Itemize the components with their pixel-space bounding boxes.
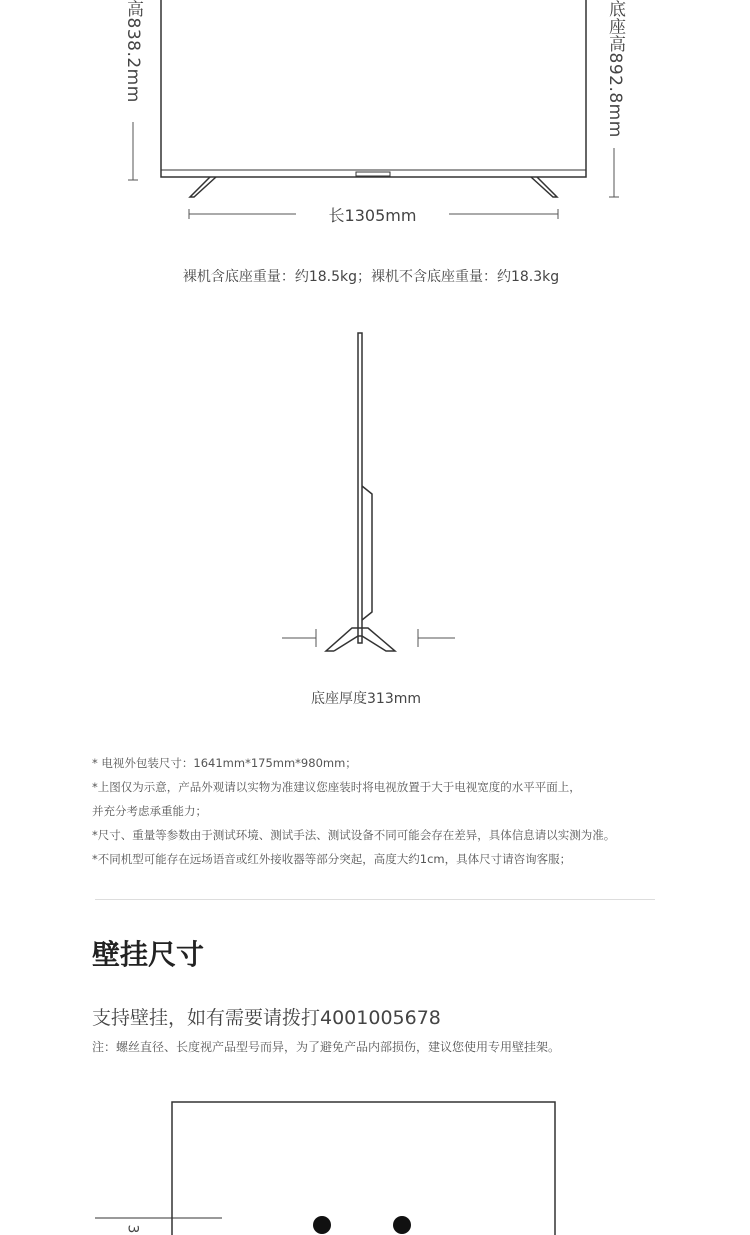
wall-mount-partial-label: 3 (124, 1224, 141, 1234)
tv-front-right-foot (531, 177, 557, 197)
height-dimension-line (128, 122, 138, 180)
length-label: 长1305mm (328, 206, 417, 225)
note-protrusions: *不同机型可能存在远场语音或红外接收器等部分突起，高度大约1cm，具体尺寸请咨询客服； (92, 852, 572, 866)
depth-label: 底座厚度313mm (311, 691, 421, 707)
note-package-size: * 电视外包装尺寸：1641mm*175mm*980mm； (92, 756, 357, 770)
section-divider (95, 899, 655, 900)
wall-mount-diagram (95, 1102, 555, 1235)
wall-mount-support-text: 支持壁挂，如有需要请拨打4001005678 (92, 1007, 441, 1029)
height-with-stand-dimension-line (609, 148, 619, 197)
note-measurement-variance: *尺寸、重量等参数由于测试环境、测试手法、测试设备不同可能会存在差异，具体信息请以实测为准。 (92, 828, 616, 842)
tv-side-stand (326, 628, 395, 651)
wall-mount-heading: 壁挂尺寸 (92, 938, 205, 971)
wall-mount-hole-right (393, 1216, 411, 1234)
height-with-stand-label: 底座高892.8mm (605, 0, 625, 138)
note-illustration: *上图仅为示意，产品外观请以实物为准建议您座装时将电视放置于大于电视宽度的水平平面上， (92, 780, 581, 794)
tv-side-panel (358, 333, 362, 643)
tv-side-back-bulge (362, 486, 372, 620)
tv-side-view (326, 333, 395, 651)
note-load-bearing: 并充分考虑承重能力； (92, 804, 207, 818)
tv-front-view (161, 0, 586, 197)
depth-dimension-line (282, 629, 455, 647)
wall-mount-hole-left (313, 1216, 331, 1234)
tv-front-frame (161, 0, 586, 177)
height-label: 高838.2mm (123, 0, 143, 103)
wall-mount-note: 注：螺丝直径、长度视产品型号而异，为了避免产品内部损伤，建议您使用专用壁挂架。 (92, 1040, 561, 1054)
wall-mount-tv-frame (172, 1102, 555, 1235)
weight-text: 裸机含底座重量：约18.5kg；裸机不含底座重量：约18.3kg (182, 269, 560, 285)
tv-front-logo-bar (356, 172, 390, 176)
tv-front-left-foot (190, 177, 216, 197)
